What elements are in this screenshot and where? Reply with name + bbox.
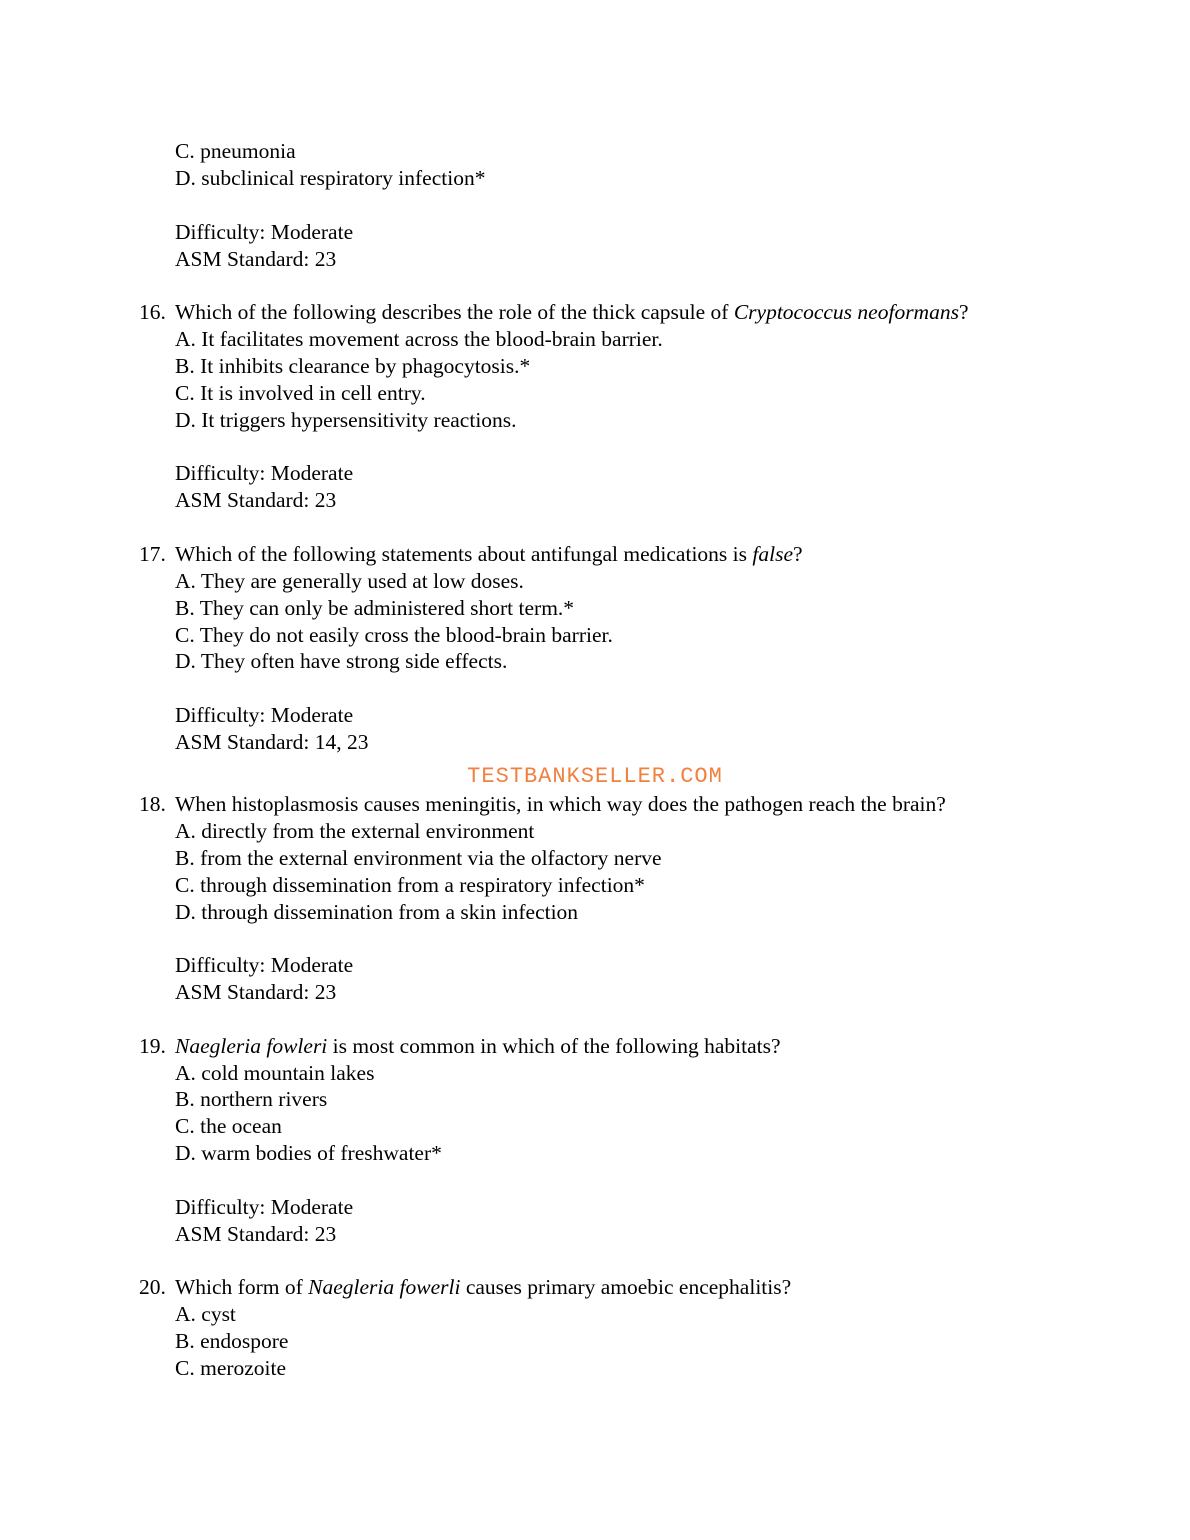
question-18-option-a: A. directly from the external environment xyxy=(175,819,535,843)
question-19-option-c: C. the ocean xyxy=(175,1114,282,1138)
carryover-standard: ASM Standard: 23 xyxy=(175,247,337,271)
question-18-option-d: D. through dissemination from a skin infection xyxy=(175,900,579,924)
question-16-number: 16. xyxy=(139,300,166,324)
question-16-stem: Which of the following describes the role of the thick capsule of Cryptococcus neoformans? xyxy=(175,300,969,324)
question-16-standard: ASM Standard: 23 xyxy=(175,488,337,512)
carryover-option-d: D. subclinical respiratory infection* xyxy=(175,166,486,190)
question-19-number: 19. xyxy=(139,1034,166,1058)
question-19-option-d: D. warm bodies of freshwater* xyxy=(175,1141,442,1165)
question-17-stem: Which of the following statements about antifungal medications is false? xyxy=(175,542,803,566)
question-18-stem: When histoplasmosis causes meningitis, in which way does the pathogen reach the brain? xyxy=(175,792,946,816)
question-17-option-c: C. They do not easily cross the blood-brain barrier. xyxy=(175,623,613,647)
question-17-option-a: A. They are generally used at low doses. xyxy=(175,569,524,593)
question-20-option-c: C. merozoite xyxy=(175,1356,287,1380)
question-19-stem: Naegleria fowleri is most common in which of the following habitats? xyxy=(175,1034,781,1058)
question-16-difficulty: Difficulty: Moderate xyxy=(175,461,354,485)
question-17-option-b: B. They can only be administered short term.* xyxy=(175,596,575,620)
question-17-standard: ASM Standard: 14, 23 xyxy=(175,730,369,754)
carryover-difficulty: Difficulty: Moderate xyxy=(175,220,354,244)
question-20-option-a: A. cyst xyxy=(175,1302,236,1326)
question-19-standard: ASM Standard: 23 xyxy=(175,1222,337,1246)
question-18-difficulty: Difficulty: Moderate xyxy=(175,953,354,977)
question-20-option-b: B. endospore xyxy=(175,1329,289,1353)
watermark-text: TESTBANKSELLER.COM xyxy=(467,764,723,789)
question-16-option-a: A. It facilitates movement across the blood-brain barrier. xyxy=(175,327,663,351)
question-16-option-b: B. It inhibits clearance by phagocytosis.* xyxy=(175,354,531,378)
question-20-stem: Which form of Naegleria fowerli causes primary amoebic encephalitis? xyxy=(175,1275,792,1299)
question-19-option-b: B. northern rivers xyxy=(175,1087,328,1111)
question-17-option-d: D. They often have strong side effects. xyxy=(175,649,508,673)
question-18-option-c: C. through dissemination from a respiratory infection* xyxy=(175,873,645,897)
question-20-number: 20. xyxy=(139,1275,166,1299)
question-18-number: 18. xyxy=(139,792,166,816)
question-16-option-c: C. It is involved in cell entry. xyxy=(175,381,426,405)
question-17-number: 17. xyxy=(139,542,166,566)
carryover-option-c: C. pneumonia xyxy=(175,139,296,163)
question-18-option-b: B. from the external environment via the olfactory nerve xyxy=(175,846,662,870)
question-19-difficulty: Difficulty: Moderate xyxy=(175,1195,354,1219)
question-17-difficulty: Difficulty: Moderate xyxy=(175,703,354,727)
question-16-option-d: D. It triggers hypersensitivity reactions. xyxy=(175,408,517,432)
question-18-standard: ASM Standard: 23 xyxy=(175,980,337,1004)
question-19-option-a: A. cold mountain lakes xyxy=(175,1061,375,1085)
